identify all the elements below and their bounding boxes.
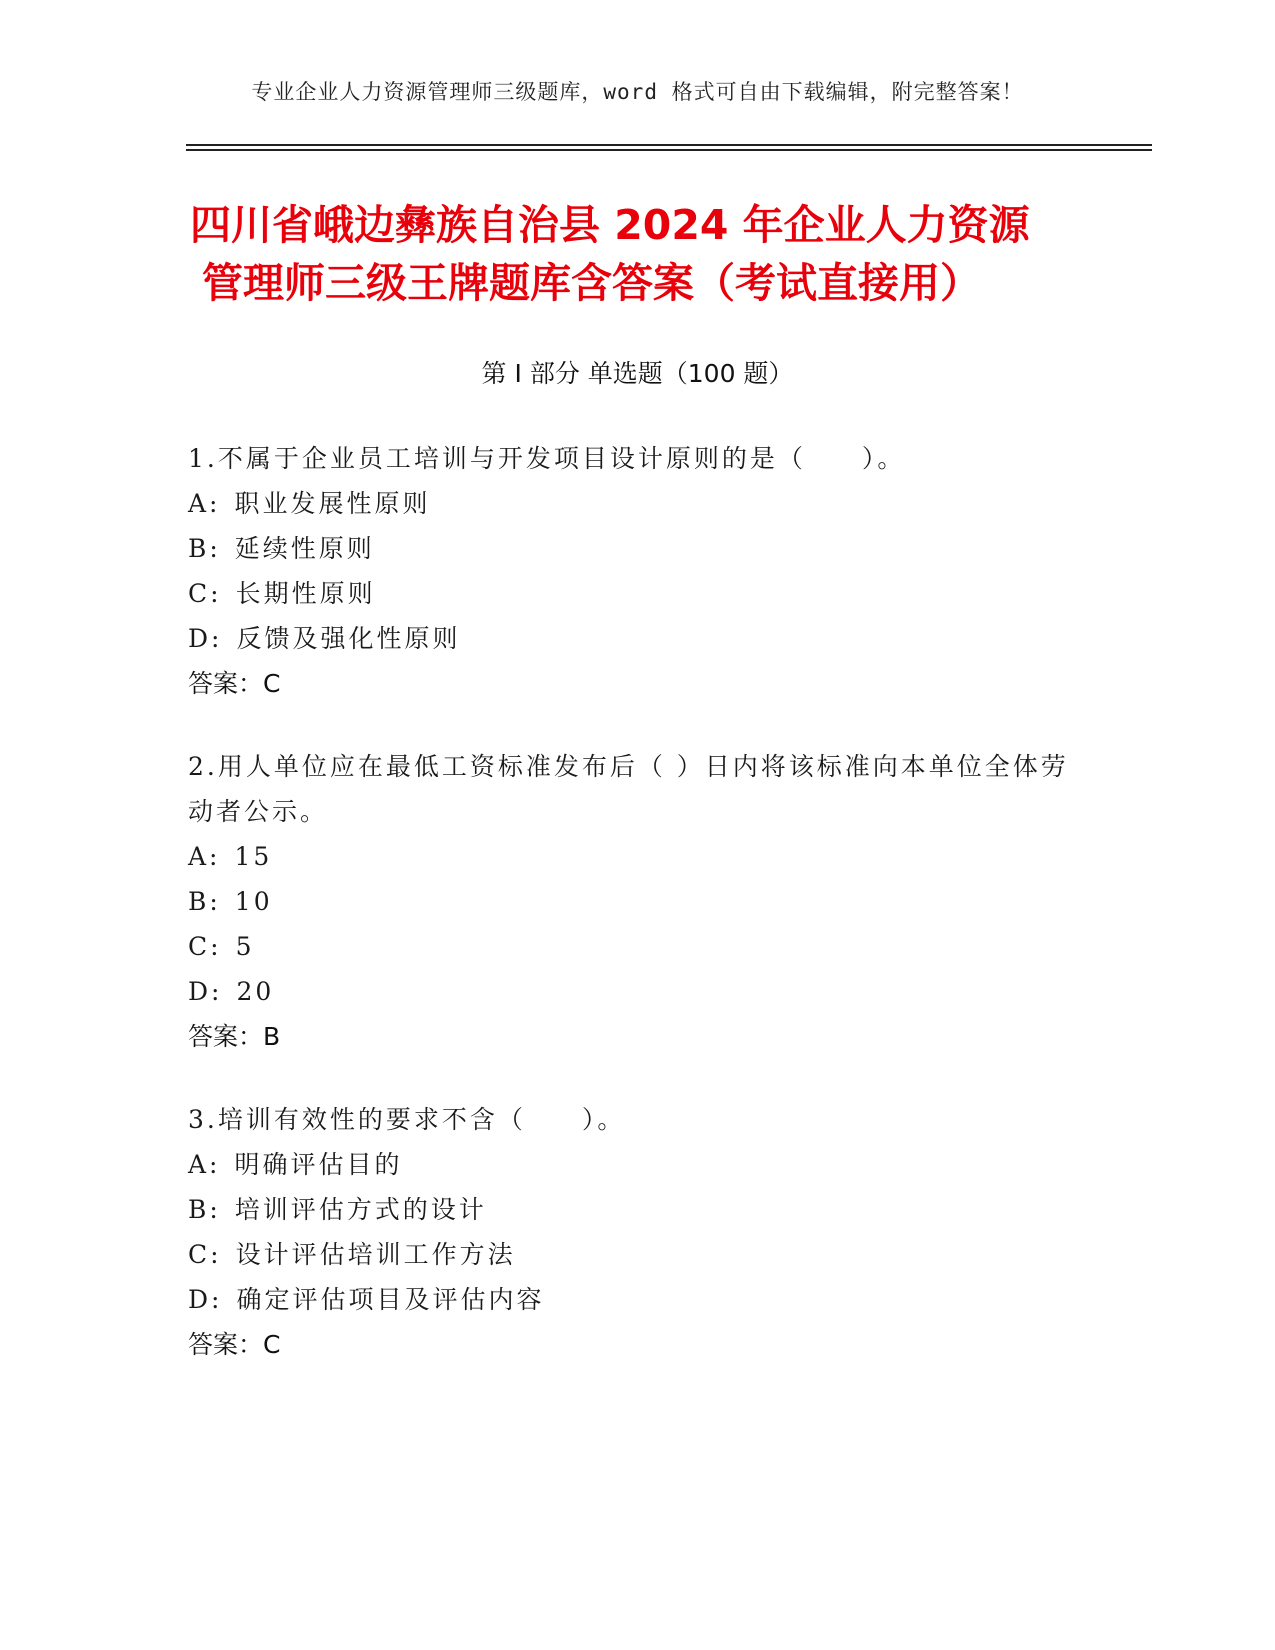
option-text: 5	[235, 932, 255, 961]
option-text: 培训评估方式的设计	[234, 1195, 487, 1224]
option-b	[188, 526, 1088, 571]
option-d	[188, 1277, 1088, 1322]
answer: 答案：C	[188, 1330, 281, 1359]
option-d	[188, 969, 1088, 1014]
question-2	[188, 744, 1088, 1059]
option-text: 反馈及强化性原则	[236, 624, 461, 653]
option-a	[188, 481, 1088, 526]
option-label: D:	[188, 624, 223, 653]
option-text: 延续性原则	[234, 534, 375, 563]
option-label: C:	[188, 1240, 222, 1269]
option-label: A:	[188, 489, 221, 518]
title-line-1: 四川省峨边彝族自治县 2024 年企业人力资源	[190, 201, 1030, 249]
option-b	[188, 1187, 1088, 1232]
question-list	[188, 436, 1088, 1405]
question-stem: 2.用人单位应在最低工资标准发布后（ ）日内将该标准向本单位全体劳动者公示。	[188, 752, 1069, 826]
option-c	[188, 1232, 1088, 1277]
option-text: 职业发展性原则	[234, 489, 431, 518]
option-label: D:	[188, 977, 223, 1006]
header-divider	[186, 144, 1152, 146]
option-a	[188, 834, 1088, 879]
option-a	[188, 1142, 1088, 1187]
option-label: C:	[188, 932, 222, 961]
header-divider-secondary	[186, 149, 1152, 151]
option-c	[188, 571, 1088, 616]
option-text: 15	[234, 842, 273, 871]
option-label: B:	[188, 1195, 221, 1224]
option-label: D:	[188, 1285, 223, 1314]
answer: 答案：B	[188, 1022, 281, 1051]
option-text: 10	[234, 887, 273, 916]
option-text: 设计评估培训工作方法	[235, 1240, 516, 1269]
option-text: 确定评估项目及评估内容	[236, 1285, 545, 1314]
option-d	[188, 616, 1088, 661]
option-text: 20	[236, 977, 275, 1006]
section-heading: 第 I 部分 单选题（100 题）	[481, 359, 794, 388]
option-text: 明确评估目的	[234, 1150, 403, 1179]
option-label: A:	[188, 842, 221, 871]
document-title	[190, 196, 1090, 312]
option-label: B:	[188, 887, 221, 916]
option-b	[188, 879, 1088, 924]
header-note: 专业企业人力资源管理师三级题库，word 格式可自由下载编辑，附完整答案！	[251, 80, 1024, 104]
option-label: C:	[188, 579, 222, 608]
option-label: B:	[188, 534, 221, 563]
question-1	[188, 436, 1088, 706]
question-stem: 3.培训有效性的要求不含（ ）。	[188, 1105, 626, 1134]
answer: 答案：C	[188, 669, 281, 698]
question-stem: 1.不属于企业员工培训与开发项目设计原则的是（ ）。	[188, 444, 906, 473]
option-label: A:	[188, 1150, 221, 1179]
option-c	[188, 924, 1088, 969]
title-line-2: 管理师三级王牌题库含答案（考试直接用）	[202, 259, 981, 307]
question-3	[188, 1097, 1088, 1367]
option-text: 长期性原则	[235, 579, 376, 608]
